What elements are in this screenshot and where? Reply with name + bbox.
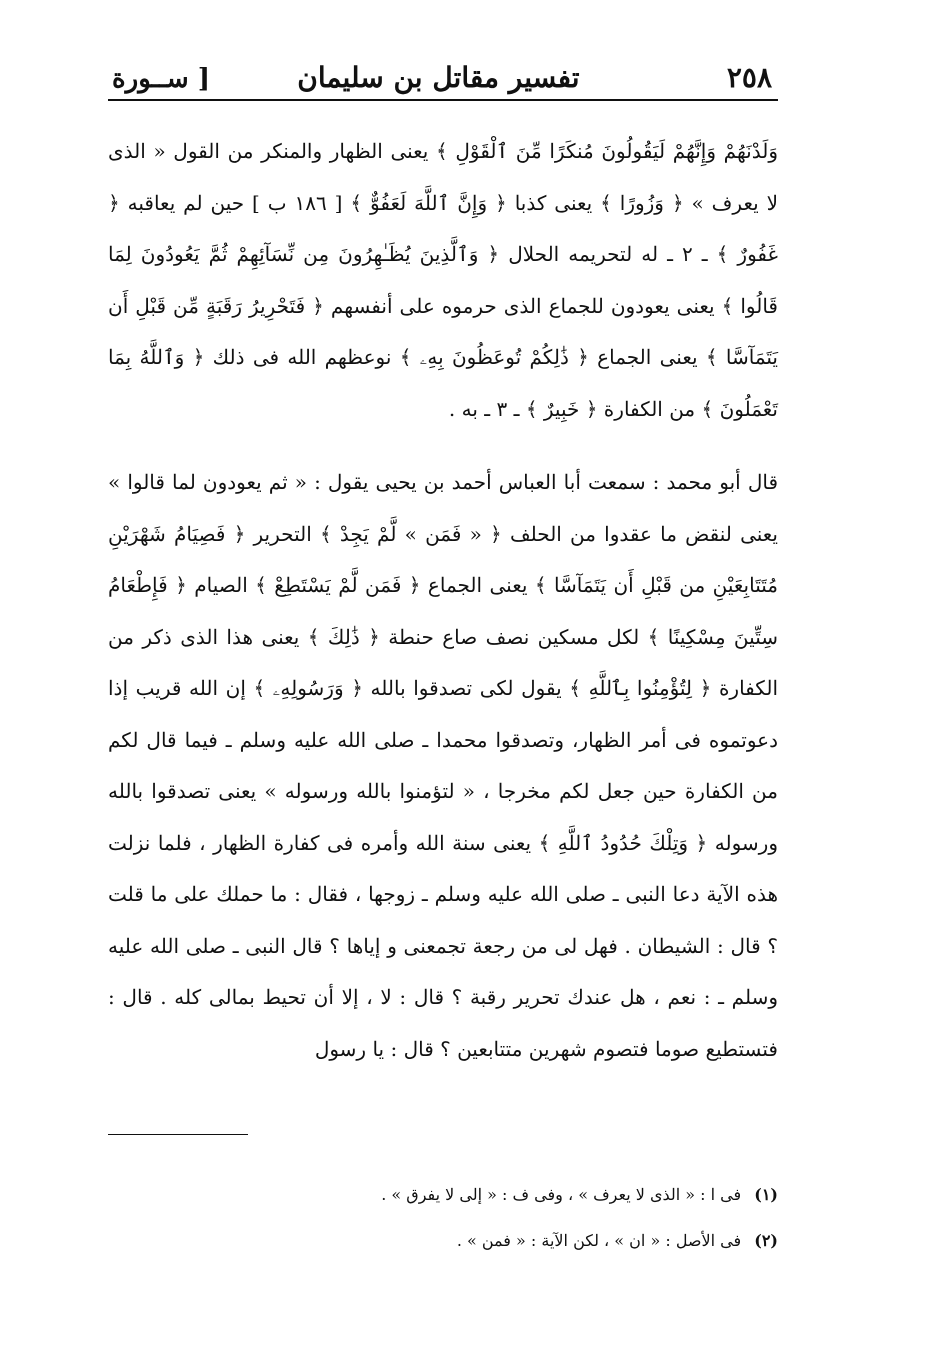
footnote-text: فى ا : « الذى لا يعرف » ، وفى ف : « إلى لا يفرق » . <box>381 1185 742 1204</box>
footnote-2 <box>108 1218 778 1264</box>
footnote-1 <box>108 1172 778 1218</box>
footnote-marker: (٢) <box>754 1231 778 1250</box>
footnote-text: فى الأصل : « ان » ، لكن الآية : « فمن » . <box>456 1231 742 1250</box>
sura-label: [ ســورة <box>112 64 210 94</box>
page-number: ٢٥٨ <box>726 61 772 94</box>
header-rule <box>108 99 778 101</box>
footnote-marker: (١) <box>754 1185 778 1204</box>
running-title: تفسير مقاتل بن سليمان <box>297 61 580 94</box>
footnotes <box>108 1172 778 1264</box>
book-page <box>108 40 778 1340</box>
footnote-divider <box>108 1134 248 1135</box>
main-text <box>108 126 778 1075</box>
page-header <box>108 54 778 98</box>
paragraph-commentary: وَلَدْنَهُمْ وَإِنَّهُمْ لَيَقُولُونَ مُنكَرًا مِّنَ ٱلْقَوْلِ ﴾ يعنى الظهار والمنكر من القول « الذى لا يعرف » ﴿ وَزُورًا ﴾ يعنى كذبا ﴿ وَإِنَّ ٱللَّهَ لَعَفُوٌّ ﴾ [ ١٨٦ ب ] حين لم يعاقبه ﴿ غَفُورٌ ﴾ ـ ٢ ـ له لتحريمه الحلال ﴿ وَٱلَّذِينَ يُظَـٰهِرُونَ مِن نِّسَآئِهِمْ ثُمَّ يَعُودُونَ لِمَا قَالُوا ﴾ يعنى يعودون للجماع الذى حرموه على أنفسهم ﴿ فَتَحْرِيرُ رَقَبَةٍ مِّن قَبْلِ أَن يَتَمَآسَّا ﴾ يعنى الجماع ﴿ ذَٰلِكُمْ تُوعَظُونَ بِهِۦ ﴾ نوعظهم الله فى ذلك ﴿ وَٱللَّهُ بِمَا تَعْمَلُونَ ﴾ من الكفارة ﴿ خَبِيرٌ ﴾ ـ ٣ ـ به . <box>108 139 778 421</box>
paragraph-narration: قال أبو محمد : سمعت أبا العباس أحمد بن يحيى يقول : « ثم يعودون لما قالوا » يعنى لنقض ما عقدوا من الحلف ﴿ « فَمَن » لَّمْ يَجِدْ ﴾ التحرير ﴿ فَصِيَامُ شَهْرَيْنِ مُتَتَابِعَيْنِ من قَبْلِ أَن يَتَمَآسَّا ﴾ يعنى الجماع ﴿ فَمَن لَّمْ يَسْتَطِعْ ﴾ الصيام ﴿ فَإِطْعَامُ سِتِّينَ مِسْكِينًا ﴾ لكل مسكين نصف صاع حنطة ﴿ ذَٰلِكَ ﴾ يعنى هذا الذى ذكر من الكفارة ﴿ لِتُؤْمِنُوا بِٱللَّهِ ﴾ يقول لكى تصدقوا بالله ﴿ وَرَسُولِهِۦ ﴾ إن الله قريب إذا دعوتموه فى أمر الظهار، وتصدقوا محمدا ـ صلى الله عليه وسلم ـ فيما قال لكم من الكفارة حين جعل لكم مخرجا ، « لتؤمنوا بالله ورسوله » يعنى تصدقوا بالله ورسوله ﴿ وَتِلْكَ حُدُودُ ٱللَّهِ ﴾ يعنى سنة الله وأمره فى كفارة الظهار ، فلما نزلت هذه الآية دعا النبى ـ صلى الله عليه وسلم ـ زوجها ، فقال : ما حملك على ما قلت ؟ قال : الشيطان . فهل لى من رجعة تجمعنى و إياها ؟ قال النبى ـ صلى الله عليه وسلم ـ : نعم ، هل عندك تحرير رقبة ؟ قال : لا ، إلا أن تحيط بمالى كله . قال : فتستطيع صوما فتصوم شهرين متتابعين ؟ قال : يا رسول <box>108 470 779 1061</box>
